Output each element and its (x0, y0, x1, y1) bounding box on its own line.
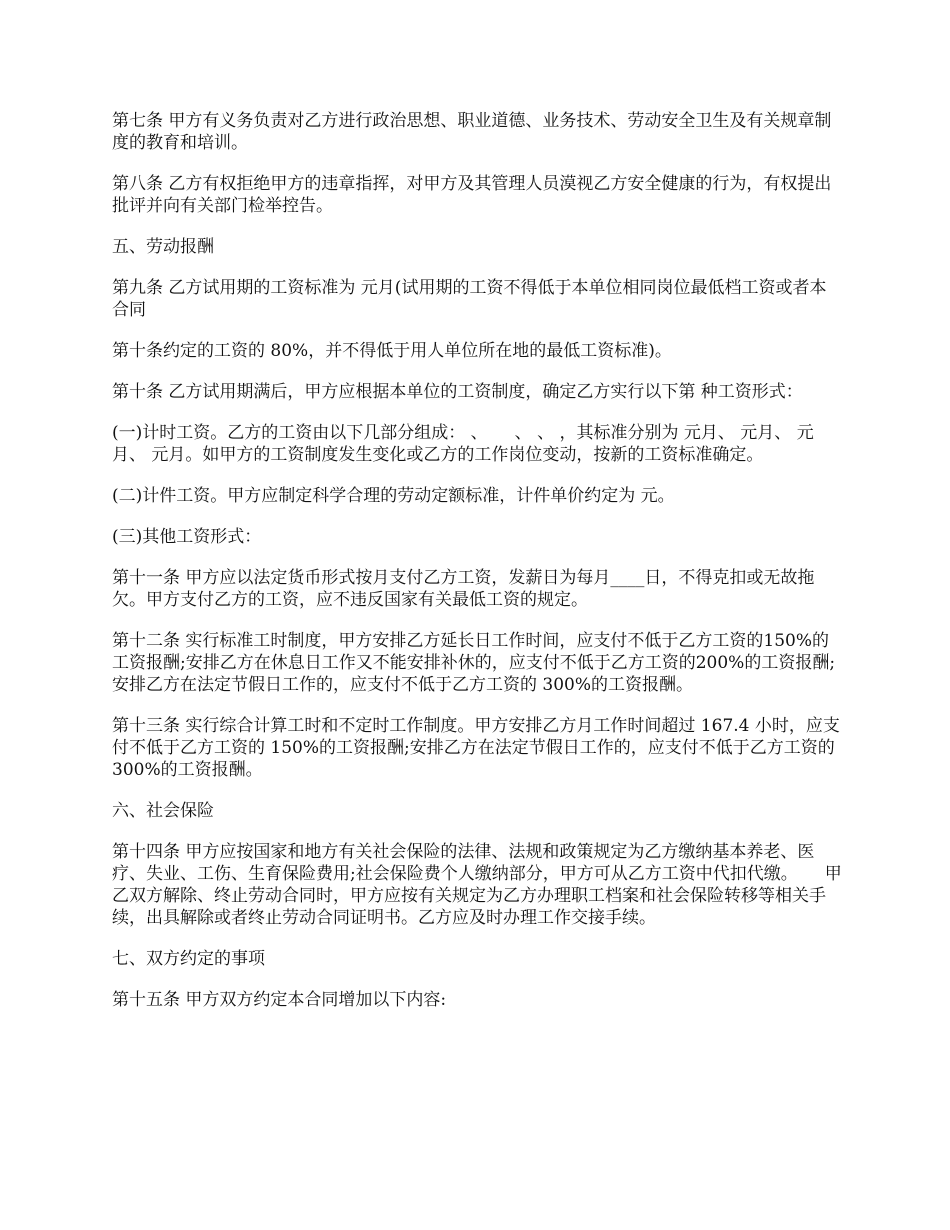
article-11-paragraph: 第十一条 甲方应以法定货币形式按月支付乙方工资，发薪日为每月____日，不得克扣或无故拖欠。甲方支付乙方的工资，应不违反国家有关最低工资的规定。 (112, 568, 815, 610)
section-7-heading: 七、双方约定的事项 (112, 949, 265, 969)
article-10-paragraph: 第十条 乙方试用期满后，甲方应根据本单位的工资制度，确定乙方实行以下第 种工资形式： (112, 382, 803, 402)
article-10-continuation-paragraph: 第十条约定的工资的 80%，并不得低于用人单位所在地的最低工资标准)。 (112, 341, 672, 361)
time-wage-paragraph: (一)计时工资。乙方的工资由以下几部分组成： 、 、 、 ，其标准分别为 元月、 元月、 元月、 元月。如甲方的工资制度发生变化或乙方的工作岗位变动，按新的工资标准确定。 (112, 423, 814, 465)
article-13-paragraph: 第十三条 实行综合计算工时和不定时工作制度。甲方安排乙方月工作时间超过 167.4 小时，应支付不低于乙方工资的 150%的工资报酬;安排乙方在法定节假日工作的，应支付不低于乙方工资的 300%的工资报酬。 (112, 716, 841, 780)
section-5-heading: 五、劳动报酬 (112, 237, 214, 257)
article-12-paragraph: 第十二条 实行标准工时制度，甲方安排乙方延长日工作时间，应支付不低于乙方工资的150%的工资报酬;安排乙方在休息日工作又不能安排补休的，应支付不低于乙方工资的200%的工资报酬;安排乙方在法定节假日工作的，应支付不低于乙方工资的 300%的工资报酬。 (112, 631, 836, 695)
article-15-paragraph: 第十五条 甲方双方约定本合同增加以下内容: (112, 990, 447, 1010)
article-9-paragraph: 第九条 乙方试用期的工资标准为 元月(试用期的工资不得低于本单位相同岗位最低档工资或者本合同 (112, 278, 827, 320)
document-page (112, 110, 842, 1030)
article-14-paragraph: 第十四条 甲方应按国家和地方有关社会保险的法律、法规和政策规定为乙方缴纳基本养老、医疗、失业、工伤、生育保险费用;社会保险费个人缴纳部分，甲方可从乙方工资中代扣代缴。 甲乙双方解除、终止劳动合同时，甲方应按有关规定为乙方办理职工档案和社会保险转移等相关手续，出具解除或者终止劳动合同证明书。乙方应及时办理工作交接手续。 (112, 842, 842, 928)
article-8-paragraph: 第八条 乙方有权拒绝甲方的违章指挥，对甲方及其管理人员漠视乙方安全健康的行为，有权提出批评并向有关部门检举控告。 (112, 174, 832, 216)
other-wage-paragraph: (三)其他工资形式： (112, 527, 262, 547)
section-6-heading: 六、社会保险 (112, 801, 214, 821)
piece-wage-paragraph: (二)计件工资。甲方应制定科学合理的劳动定额标准，计件单价约定为 元。 (112, 486, 675, 506)
article-7-paragraph: 第七条 甲方有义务负责对乙方进行政治思想、职业道德、业务技术、劳动安全卫生及有关规章制度的教育和培训。 (112, 111, 832, 153)
